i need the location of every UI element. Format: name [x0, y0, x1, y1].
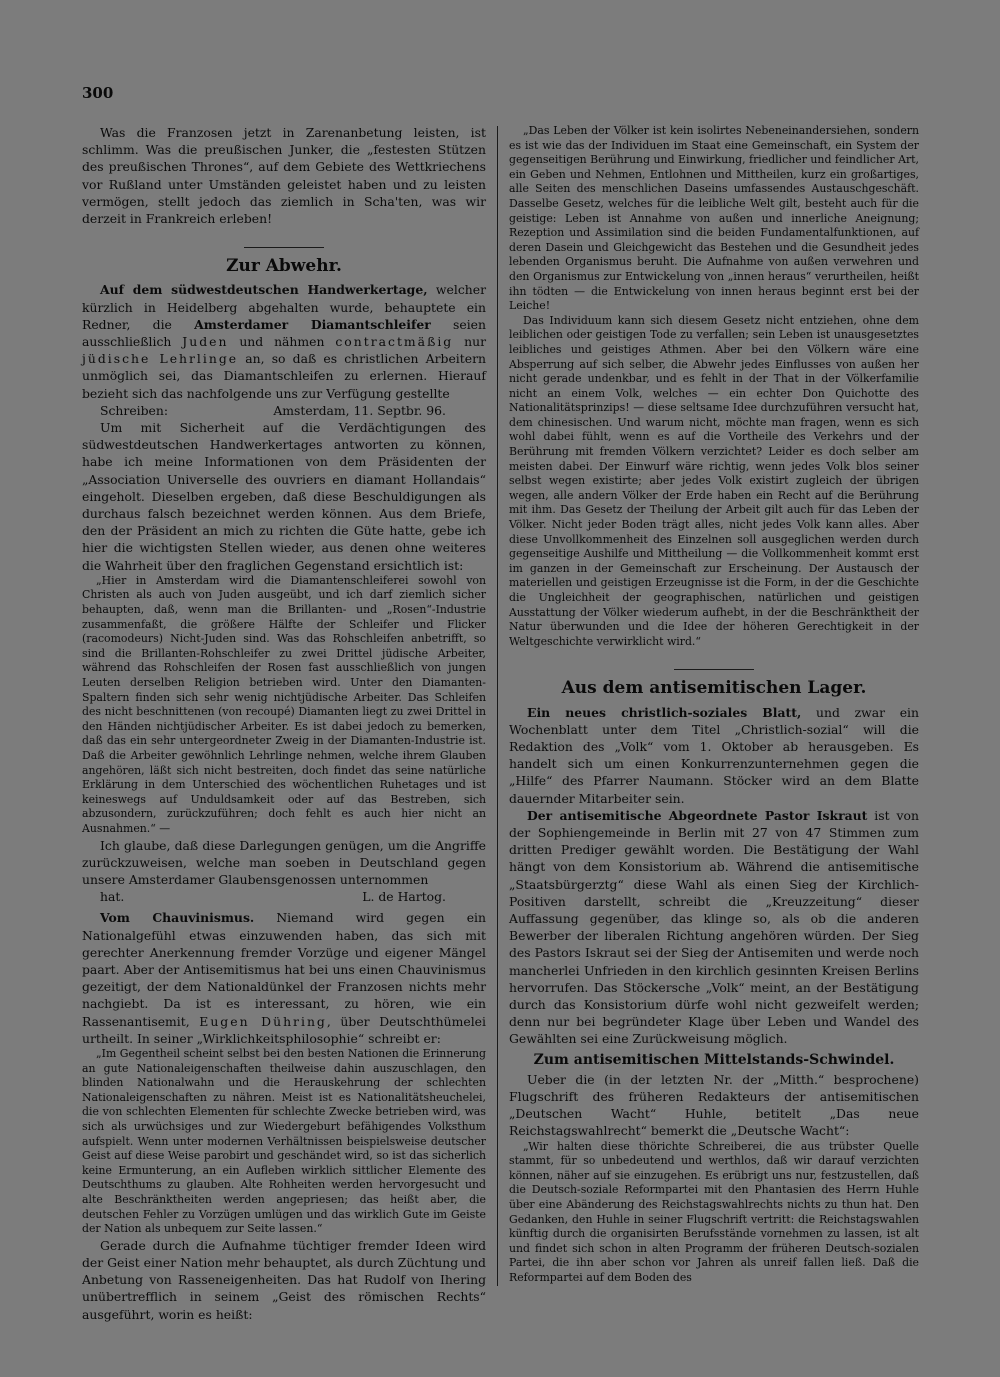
ihering-quote-1: „Das Leben der Völker ist kein isolirtes Nebeneinandersiehen, sondern es ist wie das der Individuen im Staat eine Gemeinschaft, ein System der gegenseitigen Berührung und Einwirkung, friedlicher und feindlicher Art, ein Geben und Nehmen, Entlohnen und Mittheilen, kurz ein großartiges, alle Seiten des menschlichen Daseins umfassendes Austauschgeschäft. Dasselbe Gesetz, welches für die leibliche Welt gilt, besteht auch für die geistige: Leben ist Annahme von außen und innerliche Aneignung; Rezeption und Assimilation sind die beiden Fundamentalfunktionen, auf deren Dasein und Gleichgewicht das Bestehen und die Gesundheit jedes lebenden Organismus beruht. Die Aufnahme von außen verwehren und den Organismus zur Entwickelung von „innen heraus“ verurtheilen, heißt ihn tödten — die Entwickelung von innen heraus beginnt erst bei der Leiche!: [509, 124, 919, 313]
abwehr-text-a: welcher kürzlich in Heidelberg abgehalten wurde, behauptete ein Redner, die: [82, 282, 486, 332]
abwehr-lead: Auf dem südwestdeutschen Handwerkertage,: [100, 282, 428, 298]
signature-row: [82, 888, 486, 905]
chauvinismus-lead: Vom Chauvinismus.: [100, 910, 255, 926]
chauvinismus-quote: „Im Gegentheil scheint selbst bei den besten Nationen die Erinnerung an gute Nationaleigenschaften theilweise dahin auszuschlagen, den blinden Nationalwahn und die Herauskehrung der schlechten Nationaleigenschaften zu nähren. Meist ist es Nationalitätsheuchelei, die von schlechten Elementen für schlechte Zwecke betrieben wird, was sich als urwüchsiges und zur Wiedergeburt befähigendes Volksthum aufspielt. Wenn unter modernen Verhältnissen beispielsweise deutscher Geist auf diese Weise parobirt und geschändet wird, so ist das sicherlich keine Ermunterung, an ein Aufleben wirklich sittlicher Elemente des Deutschthums zu glauben. Alte Rohheiten werden hervorgesucht und alte Beschränktheiten werden angepriesen; das heißt aber, die deutschen Fehler zu Vorzügen umlügen und das wirklich Gute im Geiste der Nation als unbequem zur Seite lassen.“: [82, 1047, 486, 1236]
right-column: [509, 124, 919, 1286]
section-title-abwehr: Zur Abwehr.: [226, 256, 342, 277]
section-divider: [244, 247, 324, 248]
abwehr-quote: „Hier in Amsterdam wird die Diamantenschleiferei sowohl von Christen als auch von Juden ausgeübt, und ich darf ziemlich sicher behaupten, daß, wenn man die Brillanten- und „Rosen“-Industrie zusammenfaßt, die größere Hälfte der Schleifer und Flicker (racomodeurs) Nicht-Juden sind. Was das Rohschleifen anbetrifft, so sind die Brillanten-Rohschleifer zu zwei Drittel jüdische Arbeiter, während das Rohschleifen der Rosen fast ausschließlich von jungen Leuten derselben Religion betrieben wird. Unter den Diamanten-Spaltern finden sich sehr wenig nichtjüdische Arbeiter. Das Schleifen des nicht beschnittenen (von recoupé) Diamanten liegt zu zwei Drittel in den Händen nichtjüdischer Arbeiter. Es ist dabei jedoch zu bemerken, daß das ein sehr untergeordneter Zweig in der Diamanten-Industrie ist. Daß die Arbeiter gewöhnlich Lehrlinge nehmen, welche ihrem Glauben angehören, läßt sich nicht bestreiten, doch findet das seine natürliche Erklärung in dem Unterschied des wöchentlichen Ruhetages und ist keineswegs auf Unduldsamkeit oder auf das Bestreben, sich abzusondern, zurückzuführen; doch fehlt es auch hier nicht an Ausnahmen.“ —: [82, 573, 486, 835]
schwindel-paragraph-1: Ueber die (in der letzten Nr. der „Mitth.“ besprochene) Flugschrift des früheren Redakteurs der antisemitischen „Deutschen Wacht“ Huhle, betitelt „Das neue Reichstagswahlrecht“ bemerkt die „Deutsche Wacht“:: [509, 1071, 919, 1139]
column-rule: [497, 126, 498, 1286]
abwehr-paragraph-2: Um mit Sicherheit auf die Verdächtigungen des südwestdeutschen Handwerkertages antworten zu können, habe ich meine Informationen von dem Präsidenten der „Association Universelle des ouvriers en diamant Hollandais“ eingeholt. Dieselben ergeben, daß diese Beschuldigungen als durchaus falsch bezeichnet werden können. Aus dem Briefe, den der Präsident an mich zu richten die Güte hatte, gebe ich hier die wichtigsten Stellen wieder, aus denen ohne weiteres die Wahrheit über den fraglichen Gegenstand ersichtlich ist:: [82, 420, 486, 573]
abwehr-text-e: und nähmen: [228, 334, 336, 350]
dateline: Amsterdam, 11. Septbr. 96.: [273, 402, 446, 418]
abwehr-text-g: nur: [453, 334, 486, 350]
chauvinismus-text-b: , über Deutschthümelei urtheilt. In seiner „Wirklichkeitsphilosophie“ schreibt er:: [82, 1013, 486, 1046]
lager-paragraph-1: [509, 704, 919, 807]
section-title-schwindel: Zum antisemitischen Mittelstands-Schwindel.: [533, 1051, 895, 1068]
signature: L. de Hartog.: [362, 889, 446, 905]
abwehr-paragraph-3: Ich glaube, daß diese Darlegungen genügen, um die Angriffe zurückzuweisen, welche man soeben in Deutschland gegen unsere Amsterdamer Glaubensgenossen unternommen: [82, 837, 486, 887]
chauvinismus-paragraph-1: [82, 909, 486, 1047]
section-divider-2: [674, 669, 754, 670]
abwehr-text-h: jüdische Lehrlinge: [82, 351, 239, 367]
abwehr-text-i: an, so daß es christlichen Arbeitern unmöglich sei, das Diamantschleifen zu erlernen. Hierauf bezieht sich das nachfolgende uns zur Verfügung gestellte: [82, 351, 486, 401]
abwehr-text-b: Amsterdamer Diamantschleifer: [194, 316, 431, 332]
lager-lead-2: Der antisemitische Abgeordnete Pastor Iskraut: [527, 807, 868, 823]
page-number: 300: [82, 84, 114, 102]
abwehr-p3-last: hat.: [100, 889, 125, 905]
abwehr-text-d: Juden: [182, 334, 229, 350]
chauvinismus-name: Eugen Dühring: [199, 1013, 327, 1029]
chauvinismus-paragraph-2: Gerade durch die Aufnahme tüchtiger fremder Ideen wird der Geist einer Nation mehr behauptet, als durch Züchtung und Anbetung von Rasseneigenheiten. Das hat Rudolf von Ihering unübertrefflich in seinem „Geist des römischen Rechts“ ausgeführt, worin es heißt:: [82, 1237, 486, 1322]
dateline-row: [82, 402, 486, 419]
abwehr-paragraph-1: [82, 281, 486, 401]
schwindel-quote: „Wir halten diese thörichte Schreiberei, die aus trübster Quelle stammt, für so unbedeutend und werthlos, daß wir darauf verzichten können, näher auf sie einzugehen. Es erübrigt uns nur, festzustellen, daß die Deutsch-soziale Reformpartei mit den Phantasien des Herrn Huhle über eine Abänderung des Reichstagswahlrechts nichts zu thun hat. Den Gedanken, den Huhle in seiner Flugschrift vertritt: die Reichstagswahlen künftig durch die organisirten Berufsstände vornehmen zu lassen, ist alt und findet sich schon in alten Programm der früheren Deutsch-sozialen Partei, die ihn aber schon vor Jahren als unreif fallen ließ. Daß die Reformpartei auf dem Boden des: [509, 1139, 919, 1284]
intro-paragraph: Was die Franzosen jetzt in Zarenanbetung leisten, ist schlimm. Was die preußischen Junker, die „festesten Stützen des preußischen Thrones“, auf dem Gebiete des Wettkriechens vor Rußland unter Umständen geleistet haben und zu leisten vermögen, stellt jedoch das ziemlich in Scha'ten, was wir derzeit in Frankreich erleben!: [82, 125, 486, 227]
left-column: [82, 124, 486, 1323]
section-title-lager: Aus dem antisemitischen Lager.: [561, 678, 867, 699]
chauvinismus-text: Niemand wird gegen ein Nationalgefühl etwas einzuwenden haben, das sich mit gerechter Anerkennung fremder Vorzüge und eigener Mängel paart. Aber der Antisemitismus hat bei uns einen Chauvinismus gezeitigt, der dem Nationaldünkel der Franzosen nichts mehr nachgiebt. Da ist es interessant, zu hören, wie ein Rassenantisemit,: [82, 910, 486, 1029]
ihering-quote-2: Das Individuum kann sich diesem Gesetz nicht entziehen, ohne dem leiblichen oder geistigen Tode zu verfallen; sein Leben ist unausgesetztes leibliches und geistiges Athmen. Aber bei den Völkern wäre eine Absperrung auf sich selber, die Abwehr jedes Einflusses von außen her nicht gerade undenkbar, und es fehlt in der That in der Völkerfamilie nicht an einem Volk, welches — ein echter Don Quichotte des Nationalitätsprinzips! — diese seltsame Idee durchzuführen versucht hat, dem chinesischen. Und warum nicht, möchte man fragen, wenn es sich wohl dabei fühlt, wenn es auf die Vortheile des Verkehrs und der Berührung mit fremden Völkern verzichtet? Leider es doch selber am meisten dabei. Der Einwurf wäre richtig, wenn jedes Volk blos seiner selbst wegen existirte; aber jedes Volk existirt zugleich der übrigen wegen, alle andern Völker der Erde haben ein Recht auf die Berührung mit ihm. Das Gesetz der Theilung der Arbeit gilt auch für das Leben der Völker. Nicht jeder Boden trägt alles, nicht jedes Volk kann alles. Aber diese Unvollkommenheit des Einzelnen soll ausgeglichen werden durch gegenseitige Aushilfe und Mittheilung — die Vollkommenheit kommt erst im ganzen in der Gemeinschaft zur Erscheinung. Der Austausch der materiellen und geistigen Erzeugnisse ist die Form, in der die Geschichte die Ungleichheit der geographischen, natürlichen und geistigen Ausstattung der Völker wiederum aufhebt, in der die Beschränktheit der Natur überwunden und die Idee der höheren Gerechtigkeit in der Weltgeschichte verwirklicht wird.“: [509, 313, 919, 648]
abwehr-text-f: contractmäßig: [335, 334, 454, 350]
lager-text-2: ist von der Sophiengemeinde in Berlin mit 27 von 47 Stimmen zum dritten Prediger gewählt worden. Die Bestätigung der Wahl hängt von dem Konsistorium ab. Während die antisemitische „Staatsbürgerztg“ diese Wahl als einen Sieg der Kirchlich-Positiven darstellt, schreibt die „Kreuzzeitung“ dieser Auffassung gegenüber, das klinge so, als ob die anderen Bewerber der liberalen Richtung angehören würden. Der Sieg des Pastors Iskraut sei der Sieg der Antisemiten und werde noch mancherlei Unfrieden in den kirchlich gesinnten Kreisen Berlins hervorrufen. Das Stöckersche „Volk“ meint, an der Bestätigung durch das Konsistorium dürfe wohl nicht gezweifelt werden; denn nur bei begründeter Klage über Leben und Wandel des Gewählten sei eine Zurückweisung möglich.: [509, 807, 919, 1047]
lager-paragraph-2: [509, 807, 919, 1048]
lager-text-1: und zwar ein Wochenblatt unter dem Titel „Christlich-sozial“ will die Redaktion des „Volk“ vom 1. Oktober ab herausgeben. Es handelt sich um einen Konkurrenzunternehmen gegen die „Hilfe“ des Pfarrer Naumann. Stöcker wird an dem Blatte dauernder Mitarbeiter sein.: [509, 704, 919, 806]
lager-lead-1: Ein neues christlich-soziales Blatt,: [527, 704, 802, 720]
abwehr-text-c: seien ausschließlich: [82, 316, 486, 350]
abwehr-text-last: Schreiben:: [100, 402, 169, 418]
